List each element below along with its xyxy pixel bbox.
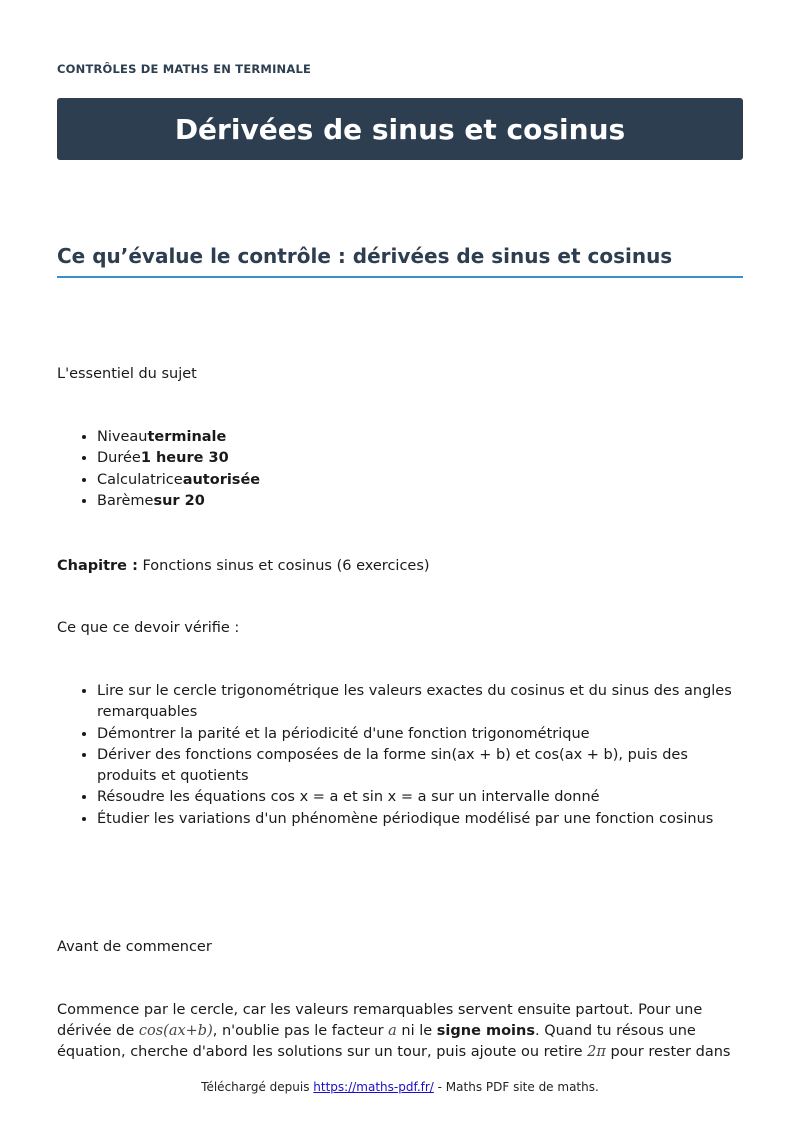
- verifie-heading: Ce que ce devoir vérifie :: [57, 620, 240, 636]
- avant-paragraph: Commence par le cercle, car les valeurs remarquables servent ensuite partout. Pour une dérivée de cos(ax+b), n'oublie pas le facteur a ni le signe moins. Quand tu résous une équation, cherche d'abord les solutions sur un tour, puis ajoute ou retire 2π pour rester dans: [57, 1002, 731, 1060]
- avant-heading: Avant de commencer: [57, 939, 212, 955]
- math-2pi: 2π: [587, 1044, 606, 1060]
- list-item: • Démontrer la parité et la périodicité d'une fonction trigonométrique: [97, 724, 743, 745]
- essentiel-heading: L'essentiel du sujet: [57, 366, 197, 382]
- chapter-line: [57, 556, 430, 577]
- list-item: • Calculatriceautorisée: [97, 470, 260, 491]
- chapter-text: Fonctions sinus et cosinus (6 exercices): [137, 558, 430, 574]
- list-item: • Étudier les variations d'un phénomène périodique modélisé par une fonction cosinus: [97, 809, 743, 830]
- verifie-list: [57, 681, 743, 830]
- essentiel-list: [57, 427, 260, 512]
- list-item: • Niveauterminale: [97, 427, 260, 448]
- page-title: Dérivées de sinus et cosinus: [57, 98, 743, 160]
- math-cos-ax-b: cos(ax+b): [138, 1023, 213, 1039]
- list-item: • Lire sur le cercle trigonométrique les valeurs exactes du cosinus et du sinus des angles remarquables: [97, 681, 743, 724]
- chapter-label: Chapitre :: [57, 558, 138, 574]
- footer: Téléchargé depuis https://maths-pdf.fr/ - Maths PDF site de maths.: [201, 1080, 599, 1094]
- list-item: • Résoudre les équations cos x = a et sin x = a sur un intervalle donné: [97, 787, 743, 808]
- list-item: • Dériver des fonctions composées de la forme sin(ax + b) et cos(ax + b), puis des produits et quotients: [97, 745, 743, 788]
- list-item: • Durée1 heure 30: [97, 448, 260, 469]
- section-title: Ce qu’évalue le contrôle : dérivées de sinus et cosinus: [57, 244, 743, 278]
- math-a: a: [388, 1023, 397, 1039]
- list-item: • Barèmesur 20: [97, 491, 260, 512]
- site-link[interactable]: https://maths-pdf.fr/: [313, 1080, 434, 1094]
- series-kicker: CONTRÔLES DE MATHS EN TERMINALE: [57, 62, 312, 76]
